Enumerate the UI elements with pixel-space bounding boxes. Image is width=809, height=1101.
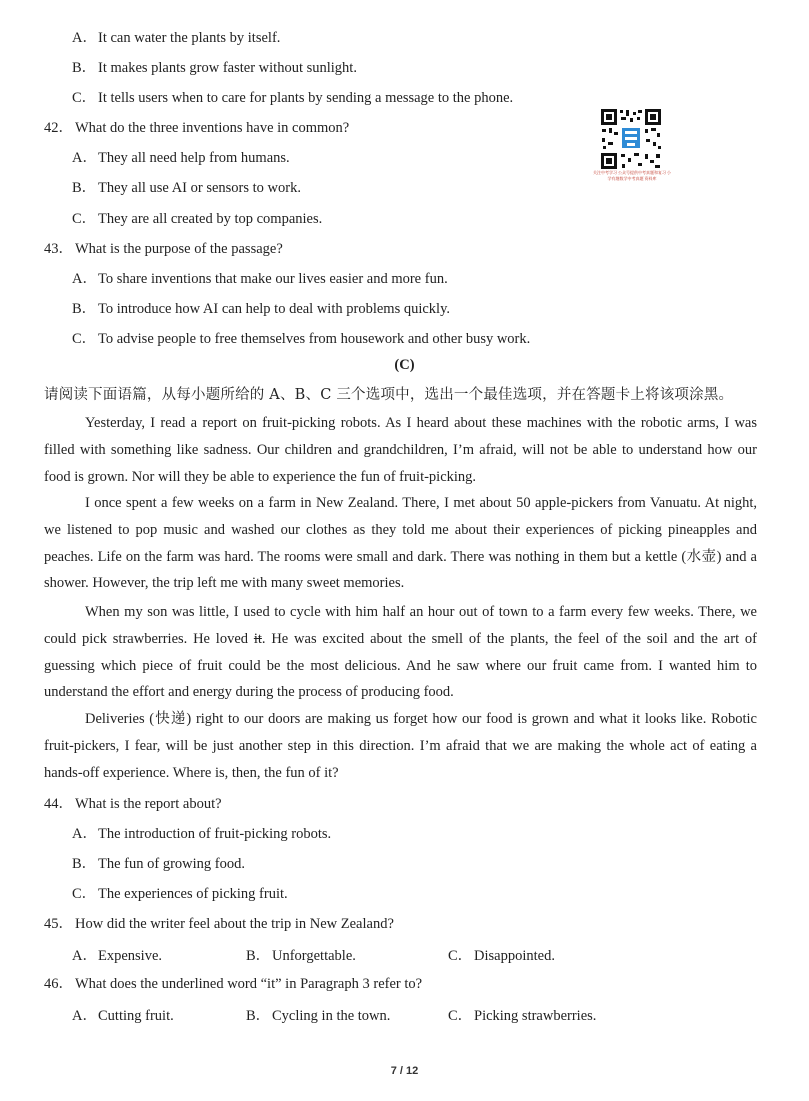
paragraph-text: . He was excited about the smell of the plants, the feel of the soil and the art of guessing which piece of fruit could be the most delicious. And he saw where our fruit came from. I wanted him to understand the effort and energy during the process of producing food. [44, 630, 757, 701]
option-label: C． [72, 886, 97, 902]
option-label: B． [246, 948, 271, 964]
q45-option-c[interactable] [448, 944, 555, 965]
question-number: 45． [44, 916, 73, 932]
q46-option-a[interactable] [72, 1004, 174, 1025]
q41-option-a[interactable] [72, 28, 280, 48]
option-text: Unforgettable. [272, 948, 356, 964]
option-label: A． [72, 1008, 97, 1024]
q44-option-a[interactable] [72, 824, 331, 844]
passage-paragraph-1: Yesterday, I read a report on fruit-picking robots. As I heard about these machines with the robotic arms, I was filled with something like sadness. Our children and grandchildren, I’m afraid, will not be able to understand how our food is grown. Nor will they be able to experience the fun of fruit-picking. [44, 415, 757, 485]
option-text: The experiences of picking fruit. [98, 886, 288, 902]
qr-caption: 关注中考学习 公众号提供中考真题和复习 小学有趣数学中考真题 资料库 [593, 170, 671, 181]
option-text: To introduce how AI can help to deal with problems quickly. [98, 301, 451, 317]
q42-option-b[interactable] [72, 178, 301, 198]
question-42 [44, 118, 349, 138]
option-label: A． [72, 150, 97, 166]
option-text: They all need help from humans. [98, 150, 290, 166]
option-text: It can water the plants by itself. [98, 30, 281, 46]
option-text: To share inventions that make our lives easier and more fun. [98, 271, 448, 287]
question-46 [44, 974, 422, 994]
q41-option-c[interactable] [72, 88, 513, 108]
option-label: B． [72, 301, 97, 317]
option-text: The introduction of fruit-picking robots. [98, 826, 332, 842]
option-label: C． [72, 211, 97, 227]
q46-option-c[interactable] [448, 1004, 596, 1025]
option-label: C． [72, 331, 97, 347]
option-label: A． [72, 948, 97, 964]
option-label: B． [72, 180, 97, 196]
option-text: Picking strawberries. [474, 1008, 597, 1024]
option-label: B． [246, 1008, 271, 1024]
option-label: C． [448, 948, 473, 964]
section-instruction: 请阅读下面语篇，从每小题所给的 A、B、C 三个选项中，选出一个最佳选项，并在答题卡上将该项涂黑。 [44, 387, 734, 403]
question-number: 43． [44, 241, 73, 257]
question-number: 44． [44, 796, 73, 812]
question-number: 46． [44, 976, 73, 992]
option-text: They are all created by top companies. [98, 211, 323, 227]
q43-option-a[interactable] [72, 269, 448, 289]
page-number: 7 / 12 [390, 1065, 419, 1077]
option-text: Expensive. [98, 948, 163, 964]
option-label: C． [448, 1008, 473, 1024]
q44-option-c[interactable] [72, 884, 288, 904]
section-title: (C) [394, 357, 415, 373]
passage-paragraph-4: Deliveries (快递) right to our doors are making us forget how our food is grown and what it looks like. Robotic fruit-pickers, I fear, will be just another step in this direction. I’m afraid that we are making the whole act of eating a hands-off experience. Where is, then, the fun of it? [44, 711, 757, 781]
option-label: B． [72, 60, 97, 76]
option-label: C． [72, 90, 97, 106]
passage-paragraph-3 [44, 599, 757, 706]
q43-option-c[interactable] [72, 329, 530, 349]
q42-option-a[interactable] [72, 148, 290, 168]
option-text: It tells users when to care for plants by sending a message to the phone. [98, 90, 514, 106]
q46-option-b[interactable] [246, 1004, 390, 1025]
q42-option-c[interactable] [72, 209, 322, 229]
question-text: How did the writer feel about the trip in New Zealand? [75, 916, 394, 932]
q45-option-a[interactable] [72, 944, 162, 965]
option-label: A． [72, 826, 97, 842]
q44-option-b[interactable] [72, 854, 245, 874]
option-text: They all use AI or sensors to work. [98, 180, 301, 196]
question-43 [44, 239, 283, 259]
q43-option-b[interactable] [72, 299, 450, 319]
option-text: Disappointed. [474, 948, 555, 964]
passage-paragraph-2: I once spent a few weeks on a farm in New Zealand. There, I met about 50 apple-pickers from Vanuatu. At night, we listened to pop music and washed our clothes as they told me about their experiences of picking pineapples and peaches. Life on the farm was hard. The rooms were small and dark. There was nothing in them but a kettle (水壶) and a shower. However, the trip left me with many sweet memories. [44, 495, 757, 592]
option-label: A． [72, 30, 97, 46]
question-text: What do the three inventions have in common? [75, 120, 350, 136]
underlined-word: it [253, 630, 262, 647]
option-text: To advise people to free themselves from housework and other busy work. [98, 331, 531, 347]
option-label: B． [72, 856, 97, 872]
qr-code-icon [600, 108, 662, 170]
question-44 [44, 794, 222, 814]
option-text: Cycling in the town. [272, 1008, 391, 1024]
question-45 [44, 914, 394, 934]
question-number: 42． [44, 120, 73, 136]
option-text: Cutting fruit. [98, 1008, 174, 1024]
q45-option-b[interactable] [246, 944, 356, 965]
option-label: A． [72, 271, 97, 287]
question-text: What does the underlined word “it” in Paragraph 3 refer to? [75, 976, 423, 992]
option-text: It makes plants grow faster without sunlight. [98, 60, 357, 76]
paragraph-text: When my son was little, I used to cycle with him half an hour out of town to a farm every few weeks. There, we could pick strawberries. He loved [44, 604, 757, 647]
option-text: The fun of growing food. [98, 856, 245, 872]
question-text: What is the report about? [75, 796, 222, 812]
question-text: What is the purpose of the passage? [75, 241, 283, 257]
q41-option-b[interactable] [72, 58, 357, 78]
